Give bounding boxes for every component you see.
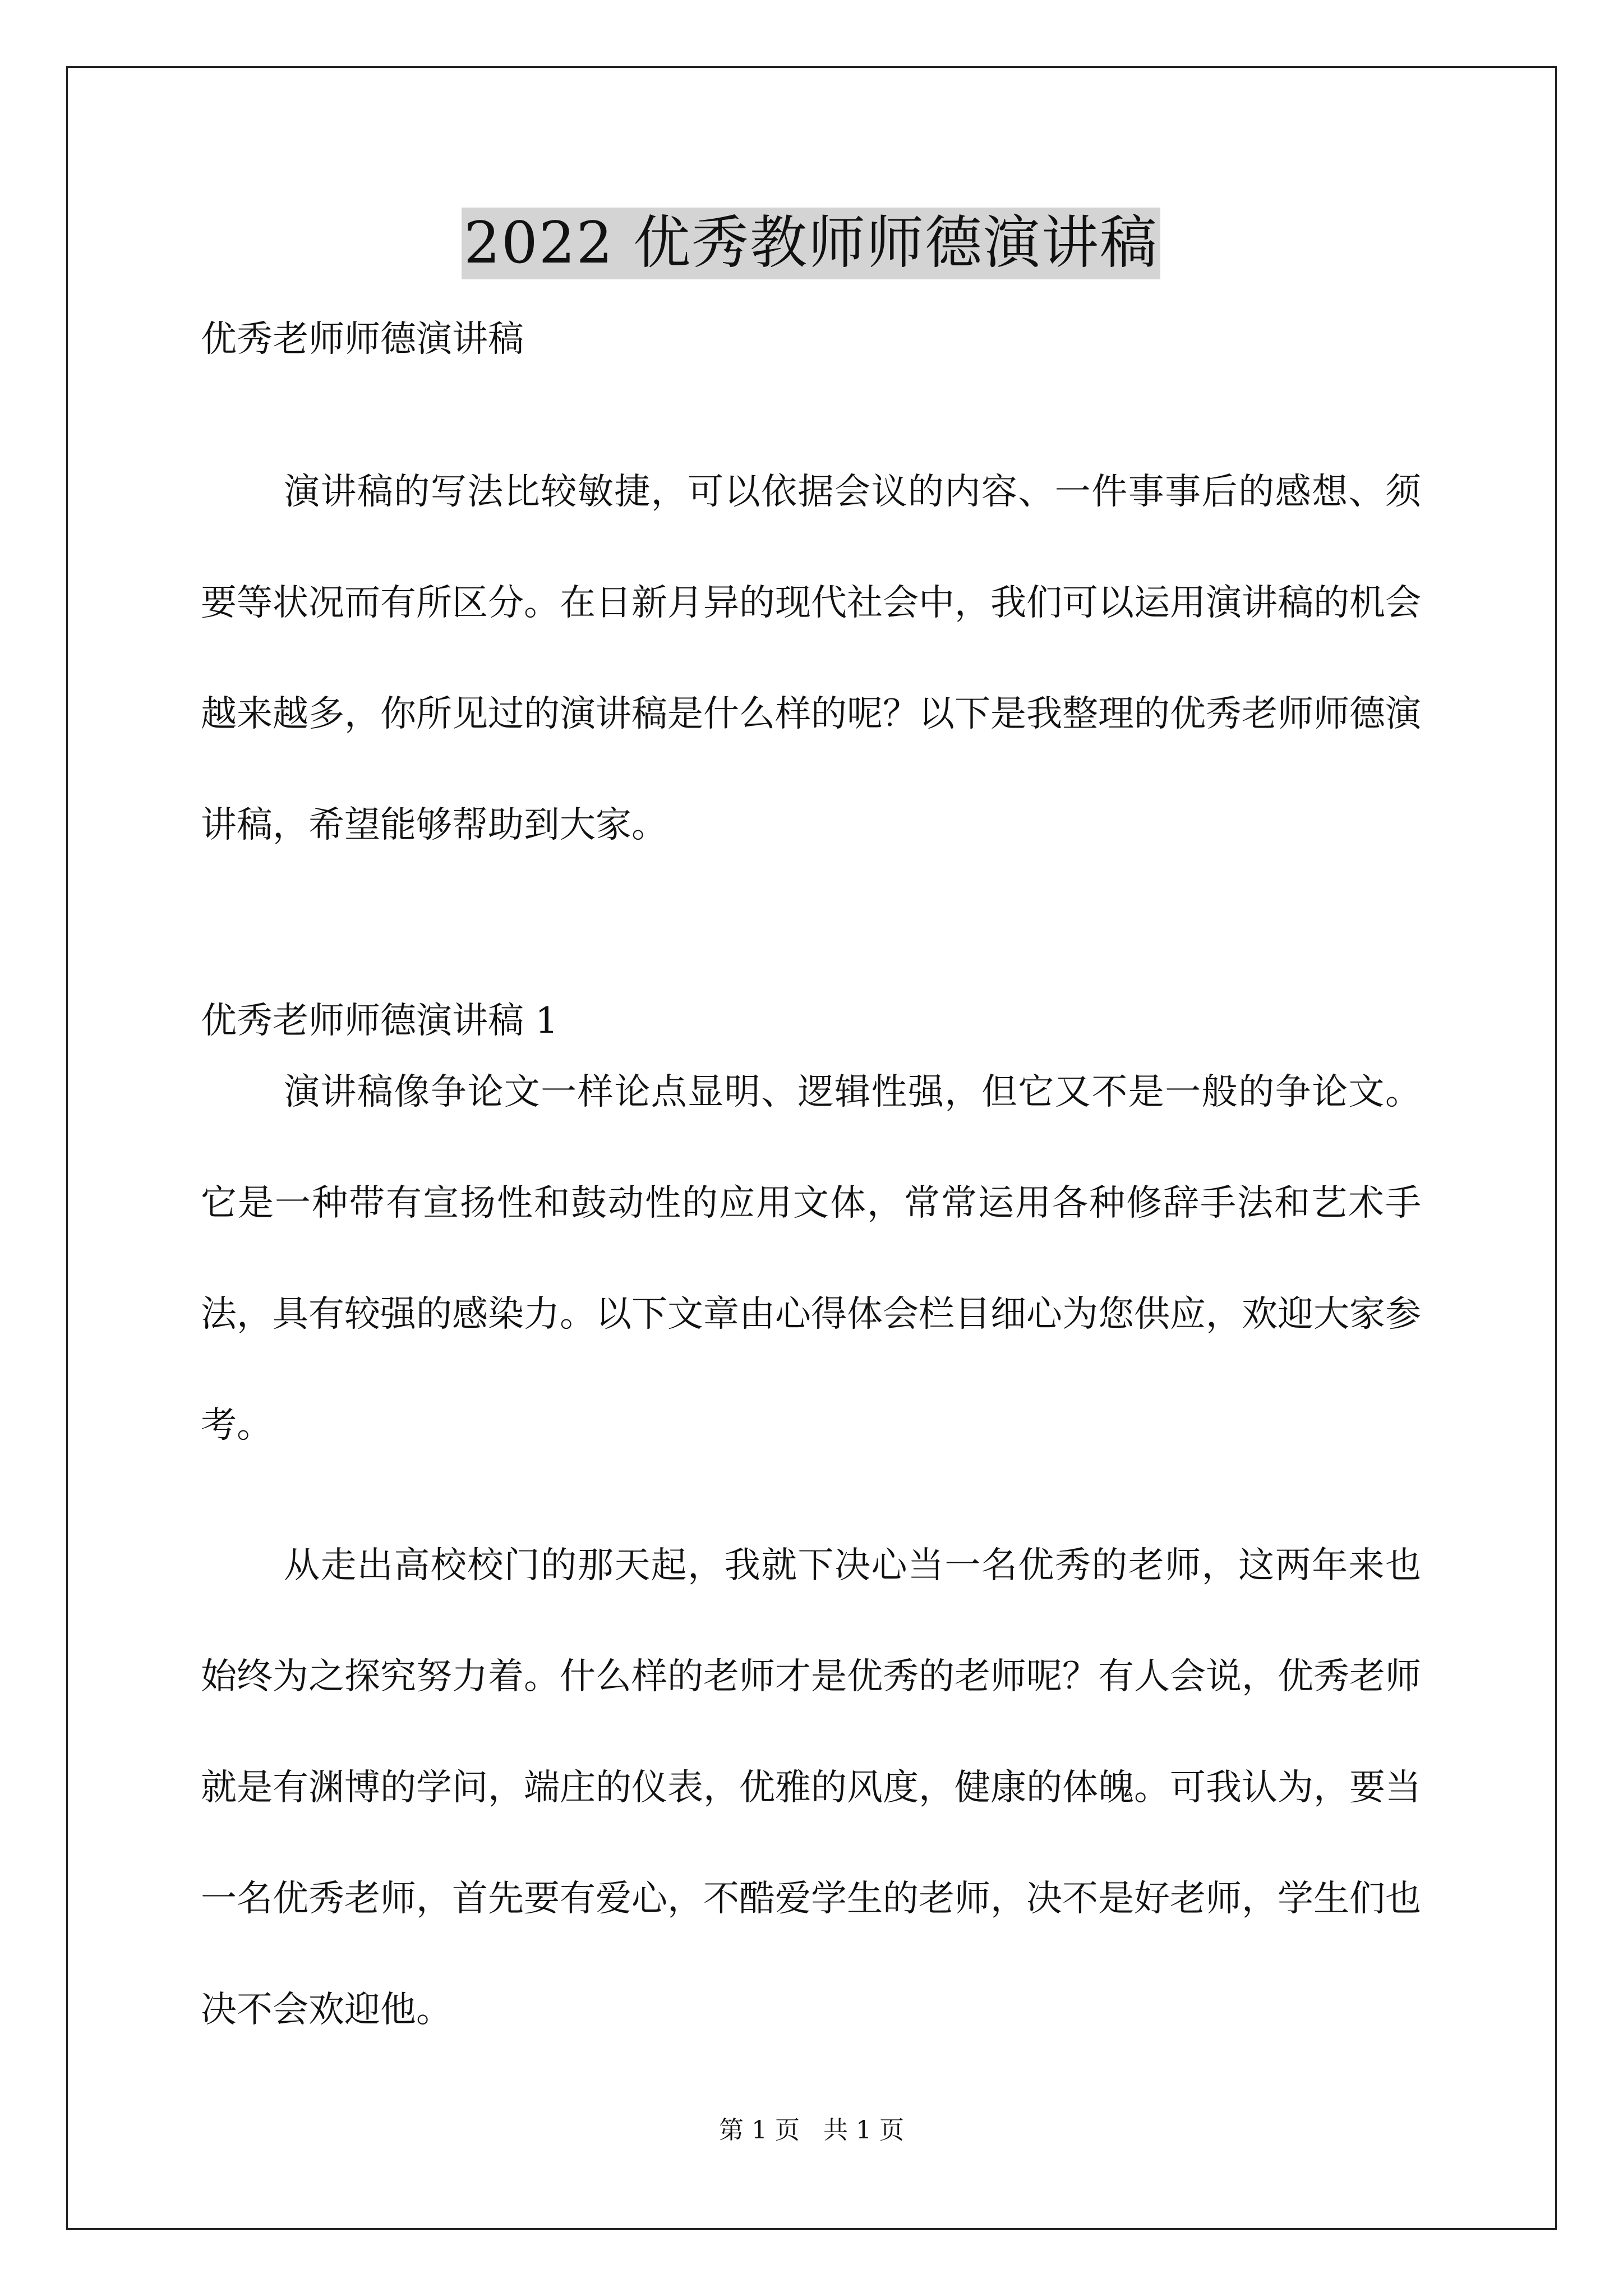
document-title: 2022 优秀教师师德演讲稿 — [462, 208, 1160, 279]
section-paragraph-2: 从走出高校校门的那天起，我就下决心当一名优秀的老师，这两年来也始终为之探究努力着。什么样的老师才是优秀的老师呢？有人会说，优秀老师就是有渊博的学问，端庄的仪表，优雅的风度，健康的体魄。可我认为，要当一名优秀老师，首先要有爱心，不酷爱学生的老师，决不是好老师，学生们也决不会欢迎他。 — [201, 1545, 1421, 2031]
section-paragraph-1: 演讲稿像争论文一样论点显明、逻辑性强，但它又不是一般的争论文。它是一种带有宣扬性和鼓动性的应用文体，常常运用各种修辞手法和艺术手法，具有较强的感染力。以下文章由心得体会栏目细心为您供应，欢迎大家参考。 — [201, 1071, 1421, 1446]
section-heading: 优秀老师师德演讲稿 1 — [201, 1000, 559, 1042]
document-subtitle: 优秀老师师德演讲稿 — [201, 319, 524, 360]
page-footer: 第 1 页 共 1 页 — [719, 2116, 904, 2145]
intro-paragraph: 演讲稿的写法比较敏捷，可以依据会议的内容、一件事事后的感想、须要等状况而有所区分。在日新月异的现代社会中，我们可以运用演讲稿的机会越来越多，你所见过的演讲稿是什么样的呢？以下是我整理的优秀老师师德演讲稿，希望能够帮助到大家。 — [201, 471, 1421, 846]
title-container — [201, 208, 1421, 279]
